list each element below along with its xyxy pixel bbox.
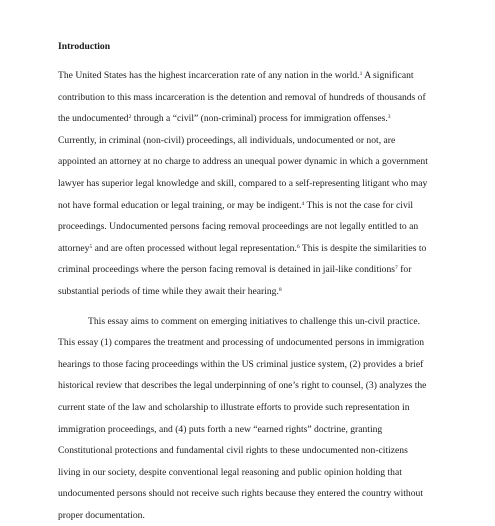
text-segment: appointed an attorney at no charge to address an unequal power dynamic in which a government [58, 156, 428, 168]
paragraph-1 [58, 65, 442, 303]
text-segment: This essay (1) compares the treatment and processing of undocumented persons in immigration [58, 337, 425, 349]
text-segment: Constitutional protections and fundamental civil rights to these undocumented non-citizens [58, 445, 408, 457]
text-line [58, 87, 442, 109]
text-line [58, 354, 442, 376]
footnote-marker: 3 [387, 114, 391, 121]
text-segment: Currently, in criminal (non-civil) proceedings, all individuals, undocumented or not, are [58, 134, 396, 146]
text-line [58, 65, 442, 87]
paragraph-2 [58, 311, 442, 526]
text-segment: through a “civil” (non-criminal) process for immigration offenses. [131, 113, 388, 125]
text-segment: The United States has the highest incarceration rate of any nation in the world. [58, 70, 360, 81]
text-line [58, 397, 442, 419]
text-segment: attorney [58, 242, 90, 254]
document-page [58, 40, 442, 526]
text-segment: proper documentation. [58, 509, 145, 521]
text-line [58, 108, 442, 130]
text-line [58, 462, 442, 484]
text-line [58, 375, 442, 397]
text-line [58, 311, 442, 333]
text-line [58, 419, 442, 441]
text-line [58, 440, 442, 462]
text-segment: historical review that describes the legal underpinning of one’s right to counsel, (3) analyzes the [58, 380, 427, 392]
text-segment: current state of the law and scholarship to illustrate efforts to provide such representation in [58, 401, 410, 413]
footnote-marker: 8 [278, 286, 282, 293]
text-line [58, 238, 442, 260]
text-segment: for [397, 264, 412, 276]
text-line [58, 332, 442, 354]
text-segment: A significant [362, 70, 414, 81]
text-segment: This is despite the similarities to [299, 242, 427, 254]
text-segment: This is not the case for civil [304, 199, 414, 211]
footnote-marker: 4 [301, 200, 305, 207]
footnote-marker: 1 [359, 71, 363, 77]
text-segment: This essay aims to comment on emerging initiatives to challenge this un-civil practice. [88, 315, 421, 327]
text-line [58, 483, 442, 505]
text-segment: criminal proceedings where the person facing removal is detained in jail-like conditions [58, 264, 396, 276]
text-line [58, 130, 442, 152]
text-segment: and are often processed without legal representation. [92, 242, 297, 254]
footnote-marker: 5 [89, 243, 93, 250]
text-line [58, 151, 442, 173]
text-segment: undocumented persons should not receive such rights because they entered the country without [58, 488, 423, 500]
text-line [58, 505, 442, 526]
text-segment: substantial periods of time while they await their hearing. [58, 285, 279, 297]
footnote-marker: 6 [296, 243, 300, 250]
text-segment: hearings to those facing proceedings within the US criminal justice system, (2) provides a brief [58, 358, 424, 370]
text-line [58, 281, 442, 303]
text-segment: not have formal education or legal training, or may be indigent. [58, 199, 302, 211]
paragraph-gap [58, 303, 442, 311]
section-heading: Introduction [58, 41, 111, 52]
text-segment: contribution to this mass incarceration is the detention and removal of hundreds of thousands of [58, 91, 426, 103]
footnote-marker: 2 [128, 114, 132, 121]
text-line [58, 216, 442, 238]
text-line [58, 195, 442, 217]
text-segment: the undocumented [58, 113, 129, 125]
text-line [58, 259, 442, 281]
text-segment: living in our society, despite conventional legal reasoning and public opinion holding that [58, 466, 402, 478]
text-segment: lawyer has superior legal knowledge and skill, compared to a self-representing litigant who may [58, 177, 428, 189]
text-segment: immigration proceedings, and (4) puts forth a new “earned rights” doctrine, granting [58, 423, 383, 435]
text-segment: proceedings. Undocumented persons facing removal proceedings are not legally entitled to an [58, 221, 419, 233]
text-line [58, 173, 442, 195]
footnote-marker: 7 [395, 265, 398, 272]
